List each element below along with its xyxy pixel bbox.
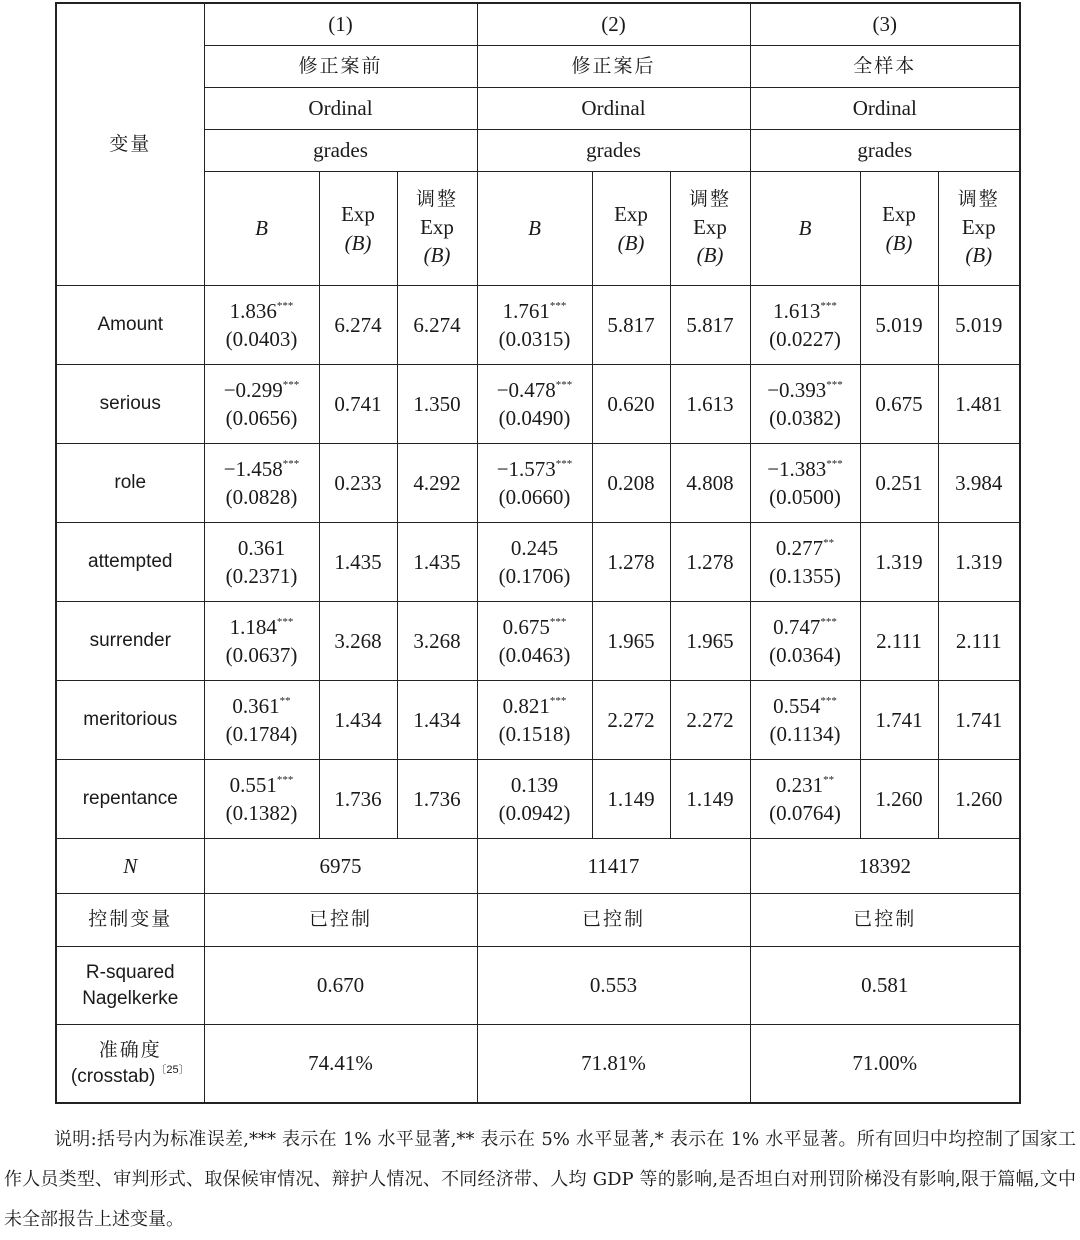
coefficient-value: 0.277 [775, 535, 824, 560]
significance-stars: *** [555, 378, 573, 391]
model-1-sample: 修正案前 [204, 46, 477, 88]
coefficient-value: 0.231 [775, 772, 824, 797]
exp-b-cell: 2.111 [860, 602, 938, 681]
coefficient [478, 692, 592, 720]
coefficient-cell [204, 286, 319, 365]
adjusted-exp-b-cell: 1.736 [397, 760, 477, 839]
coefficient-cell [477, 523, 592, 602]
accuracy-value: 71.81% [477, 1025, 750, 1104]
coefficient-cell [477, 602, 592, 681]
subheader-exp-top: Exp [614, 202, 648, 227]
coefficient-cell [204, 602, 319, 681]
coefficient-value: 0.747 [773, 614, 821, 639]
coefficient-cell [750, 681, 860, 760]
subheader-exp-top: Exp [341, 202, 375, 227]
adjusted-exp-b-cell: 6.274 [397, 286, 477, 365]
significance-stars: *** [549, 694, 567, 707]
table-row [56, 681, 1020, 760]
adjusted-exp-b-cell: 3.984 [938, 444, 1020, 523]
coefficient [205, 376, 319, 404]
coefficient [478, 376, 592, 404]
coefficient-value: −1.573 [496, 456, 556, 481]
exp-b-cell: 1.435 [319, 523, 397, 602]
table-row [56, 365, 1020, 444]
exp-b-cell: 0.251 [860, 444, 938, 523]
n-value: 11417 [477, 839, 750, 894]
significance-stars: *** [820, 615, 837, 628]
coefficient [205, 455, 319, 483]
accuracy-label-line2 [57, 1064, 204, 1090]
subheader-adjusted-exp-b [397, 172, 477, 286]
coefficient [205, 613, 319, 641]
reference-marker[interactable]: 〔25〕 [155, 1063, 190, 1076]
model-2-number: (2) [477, 3, 750, 46]
subheader-adj-top: 调整 [415, 188, 458, 211]
coefficient-value: 0.551 [229, 772, 277, 797]
model-3-method: Ordinal [750, 88, 1020, 130]
coefficient-value: 0.821 [502, 693, 550, 718]
standard-error: (0.0382) [769, 406, 841, 430]
row-variable-name: attempted [56, 523, 204, 602]
regression-table-container [55, 2, 1019, 1104]
table-row [56, 760, 1020, 839]
adjusted-exp-b-cell: 1.434 [397, 681, 477, 760]
significance-stars: *** [555, 457, 573, 470]
significance-stars: ** [823, 536, 835, 549]
standard-error: (0.0315) [498, 327, 571, 351]
significance-stars: *** [282, 378, 300, 391]
coefficient-value: 0.361 [237, 535, 286, 560]
exp-b-cell: 1.965 [592, 602, 670, 681]
adjusted-exp-b-cell: 1.481 [938, 365, 1020, 444]
adjusted-exp-b-cell: 3.268 [397, 602, 477, 681]
subheader-exp-bottom: (B) [617, 230, 645, 255]
row-variable-name: serious [56, 365, 204, 444]
coefficient-cell [477, 286, 592, 365]
coefficient [478, 613, 592, 641]
coefficient-cell [750, 523, 860, 602]
significance-stars: *** [282, 457, 300, 470]
standard-error: (0.2371) [225, 564, 298, 588]
exp-b-cell: 0.675 [860, 365, 938, 444]
subheader-adjusted-exp-b [938, 172, 1020, 286]
adjusted-exp-b-cell: 1.741 [938, 681, 1020, 760]
standard-error: (0.1382) [225, 801, 298, 825]
coefficient [205, 692, 319, 720]
adjusted-exp-b-cell: 1.350 [397, 365, 477, 444]
coefficient [205, 771, 319, 799]
coefficient-cell [750, 365, 860, 444]
table-row [56, 444, 1020, 523]
exp-b-cell: 1.741 [860, 681, 938, 760]
coefficient [751, 692, 860, 720]
coefficient-value: 1.613 [773, 298, 821, 323]
coefficient-cell [204, 681, 319, 760]
model-3-sample: 全样本 [750, 46, 1020, 88]
subheader-b: B [204, 172, 319, 286]
standard-error: (0.0500) [769, 485, 841, 509]
variable-header: 变量 [56, 3, 204, 286]
standard-error: (0.1355) [769, 564, 841, 588]
adjusted-exp-b-cell: 2.111 [938, 602, 1020, 681]
subheader-adj-bottom: (B) [423, 243, 451, 268]
subheader-adj-top: 调整 [957, 188, 1000, 211]
row-variable-name: role [56, 444, 204, 523]
adjusted-exp-b-cell: 1.278 [670, 523, 750, 602]
standard-error: (0.0764) [769, 801, 841, 825]
model-1-method: Ordinal [204, 88, 477, 130]
coefficient-value: 0.139 [510, 772, 559, 797]
subheader-adj-bottom: (B) [696, 243, 724, 268]
model-1-dependent: grades [204, 130, 477, 172]
coefficient-cell [204, 523, 319, 602]
significance-stars: *** [826, 457, 843, 470]
subheader-exp-b [319, 172, 397, 286]
exp-b-cell: 1.149 [592, 760, 670, 839]
r-squared-label [56, 947, 204, 1025]
control-row [56, 894, 1020, 947]
adjusted-exp-b-cell: 1.149 [670, 760, 750, 839]
control-value: 已控制 [477, 894, 750, 947]
subheader-exp-top: Exp [882, 202, 916, 227]
coefficient-cell [477, 444, 592, 523]
standard-error: (0.0463) [498, 643, 571, 667]
exp-b-cell: 1.260 [860, 760, 938, 839]
coefficient [751, 455, 860, 483]
coefficient-cell [750, 444, 860, 523]
control-value: 已控制 [204, 894, 477, 947]
r-squared-value: 0.581 [750, 947, 1020, 1025]
control-value: 已控制 [750, 894, 1020, 947]
row-variable-name: repentance [56, 760, 204, 839]
subheader-adj-mid: Exp [961, 214, 996, 239]
standard-error: (0.0490) [498, 406, 571, 430]
model-2-sample: 修正案后 [477, 46, 750, 88]
subheader-adjusted-exp-b [670, 172, 750, 286]
coefficient-value: 1.761 [502, 298, 550, 323]
exp-b-cell: 2.272 [592, 681, 670, 760]
standard-error: (0.1134) [769, 722, 841, 746]
accuracy-row [56, 1025, 1020, 1104]
coefficient-value: 0.245 [510, 535, 559, 560]
row-variable-name: surrender [56, 602, 204, 681]
subheader-exp-bottom: (B) [885, 230, 913, 255]
exp-b-cell: 1.278 [592, 523, 670, 602]
standard-error: (0.0227) [769, 327, 841, 351]
exp-b-cell: 6.274 [319, 286, 397, 365]
coefficient-value: −0.393 [767, 377, 827, 402]
note-text: 说明:括号内为标准误差,*** 表示在 1% 水平显著,** 表示在 5% 水平显著,* 表示在 1% 水平显著。所有回归中均控制了国家工作人员类型、审判形式、取保候审情况、辩护人情况、不同经济带、人均 GDP 等的影响,是否坦白对刑罚阶梯没有影响,限于篇幅,文中未全部报告上述变量。 [4, 1129, 1076, 1230]
standard-error: (0.0656) [225, 406, 298, 430]
coefficient [205, 297, 319, 325]
coefficient [751, 613, 860, 641]
standard-error: (0.1706) [498, 564, 571, 588]
adjusted-exp-b-cell: 1.319 [938, 523, 1020, 602]
coefficient [751, 771, 860, 799]
r-squared-value: 0.553 [477, 947, 750, 1025]
n-value: 6975 [204, 839, 477, 894]
exp-b-cell: 3.268 [319, 602, 397, 681]
subheader-b: B [477, 172, 592, 286]
accuracy-value: 74.41% [204, 1025, 477, 1104]
adjusted-exp-b-cell: 1.613 [670, 365, 750, 444]
coefficient-cell [750, 760, 860, 839]
significance-stars: *** [276, 773, 294, 786]
coefficient-value: −0.299 [223, 377, 283, 402]
exp-b-cell: 5.019 [860, 286, 938, 365]
coefficient [478, 534, 592, 562]
exp-b-cell: 5.817 [592, 286, 670, 365]
standard-error: (0.0828) [225, 485, 298, 509]
coefficient-cell [750, 602, 860, 681]
exp-b-cell: 0.741 [319, 365, 397, 444]
row-variable-name: meritorious [56, 681, 204, 760]
adjusted-exp-b-cell: 1.965 [670, 602, 750, 681]
significance-stars: *** [820, 299, 837, 312]
coefficient-value: 0.675 [502, 614, 550, 639]
coefficient-value: 1.836 [229, 298, 277, 323]
coefficient-value: 0.361 [232, 693, 280, 718]
adjusted-exp-b-cell: 4.292 [397, 444, 477, 523]
subheader-exp-b [592, 172, 670, 286]
adjusted-exp-b-cell: 1.260 [938, 760, 1020, 839]
significance-stars: *** [549, 299, 567, 312]
coefficient-cell [477, 365, 592, 444]
r-squared-row [56, 947, 1020, 1025]
significance-stars: *** [820, 694, 837, 707]
standard-error: (0.0942) [498, 801, 571, 825]
standard-error: (0.0364) [769, 643, 841, 667]
coefficient-cell [750, 286, 860, 365]
significance-stars: *** [549, 615, 567, 628]
n-label: N [56, 839, 204, 894]
accuracy-value: 71.00% [750, 1025, 1020, 1104]
exp-b-cell: 1.319 [860, 523, 938, 602]
significance-stars: *** [276, 615, 294, 628]
model-2-method: Ordinal [477, 88, 750, 130]
accuracy-label-line1: 准确度 [98, 1038, 162, 1061]
exp-b-cell: 0.620 [592, 365, 670, 444]
adjusted-exp-b-cell: 2.272 [670, 681, 750, 760]
significance-stars: ** [823, 773, 835, 786]
model-3-number: (3) [750, 3, 1020, 46]
coefficient [751, 534, 860, 562]
adjusted-exp-b-cell: 5.019 [938, 286, 1020, 365]
coefficient [205, 534, 319, 562]
standard-error: (0.0660) [498, 485, 571, 509]
model-3-dependent: grades [750, 130, 1020, 172]
coefficient-cell [204, 444, 319, 523]
exp-b-cell: 1.736 [319, 760, 397, 839]
table-row [56, 523, 1020, 602]
coefficient-value: −1.458 [223, 456, 283, 481]
subheader-adj-mid: Exp [420, 214, 454, 239]
significance-stars: ** [279, 694, 291, 707]
standard-error: (0.1518) [498, 722, 571, 746]
standard-error: (0.1784) [225, 722, 298, 746]
model-2-dependent: grades [477, 130, 750, 172]
coefficient-cell [477, 681, 592, 760]
subheader-exp-b [860, 172, 938, 286]
coefficient [478, 297, 592, 325]
standard-error: (0.0403) [225, 327, 298, 351]
coefficient-value: −1.383 [767, 456, 827, 481]
n-row [56, 839, 1020, 894]
subheader-exp-bottom: (B) [344, 230, 372, 255]
subheader-adj-bottom: (B) [965, 243, 993, 268]
table-note [4, 1120, 1076, 1240]
row-variable-name: Amount [56, 286, 204, 365]
coefficient-value: 0.554 [773, 693, 821, 718]
exp-b-cell: 1.434 [319, 681, 397, 760]
model-1-number: (1) [204, 3, 477, 46]
significance-stars: *** [826, 378, 843, 391]
control-label: 控制变量 [56, 894, 204, 947]
adjusted-exp-b-cell: 1.435 [397, 523, 477, 602]
table-row [56, 286, 1020, 365]
crosstab-text: (crosstab) [70, 1065, 156, 1087]
r-squared-label-line2: Nagelkerke [82, 987, 179, 1009]
subheader-adj-top: 调整 [688, 188, 731, 211]
coefficient-cell [204, 760, 319, 839]
regression-table [55, 2, 1021, 1104]
subheader-b: B [750, 172, 860, 286]
coefficient [751, 297, 860, 325]
subheader-adj-mid: Exp [693, 214, 727, 239]
adjusted-exp-b-cell: 4.808 [670, 444, 750, 523]
n-value: 18392 [750, 839, 1020, 894]
significance-stars: *** [276, 299, 294, 312]
r-squared-value: 0.670 [204, 947, 477, 1025]
adjusted-exp-b-cell: 5.817 [670, 286, 750, 365]
coefficient-cell [204, 365, 319, 444]
coefficient-cell [477, 760, 592, 839]
coefficient-value: −0.478 [496, 377, 556, 402]
table-row [56, 602, 1020, 681]
exp-b-cell: 0.233 [319, 444, 397, 523]
coefficient-value: 1.184 [229, 614, 277, 639]
standard-error: (0.0637) [225, 643, 298, 667]
accuracy-label [56, 1025, 204, 1104]
coefficient [478, 771, 592, 799]
coefficient [478, 455, 592, 483]
coefficient [751, 376, 860, 404]
exp-b-cell: 0.208 [592, 444, 670, 523]
r-squared-label-line1: R-squared [85, 961, 175, 983]
